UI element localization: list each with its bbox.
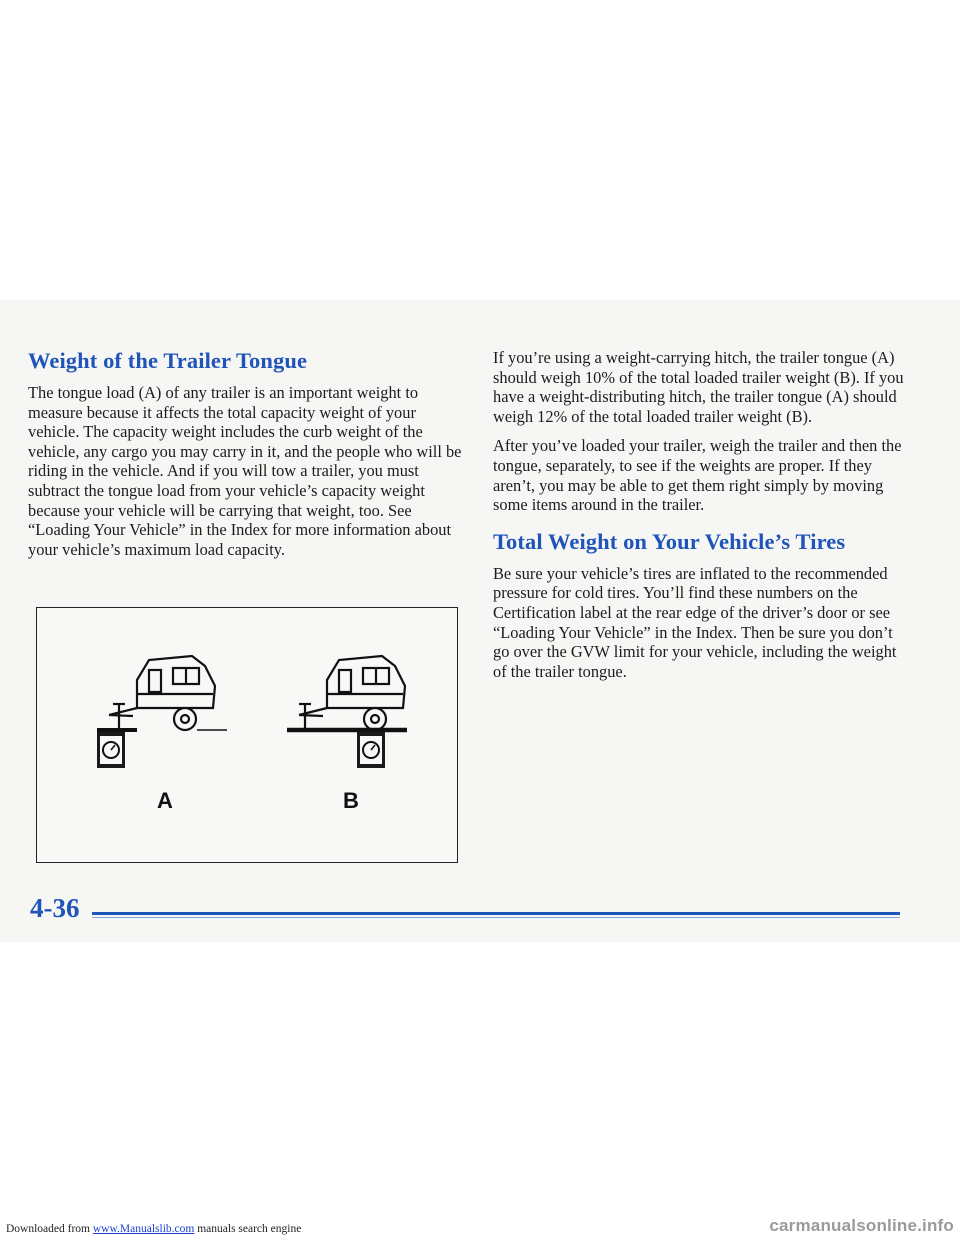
footer-rule — [92, 912, 900, 915]
heading-total-weight-tires: Total Weight on Your Vehicle’s Tires — [493, 528, 846, 554]
footer-rule-thin — [92, 917, 900, 918]
tongue-load-paragraph: The tongue load (A) of any trailer is an important weight to measure because it affects the total capacity weight of your vehicle. The capacity weight includes the curb weight of the vehicle, any cargo you may carry in it, and the people who will be riding in the vehicle. And if you will tow a trailer, you must subtract the tongue load from your vehicle’s capacity weight because your vehicle will be carrying that weight, too. See “Loading Your Vehicle” in the Index for more information about your vehicle’s maximum load capacity. — [28, 383, 462, 559]
heading-trailer-tongue-weight: Weight of the Trailer Tongue — [28, 348, 308, 373]
figure-label-a: A — [157, 788, 173, 813]
left-column — [28, 348, 468, 569]
figure-label-b: B — [343, 788, 359, 813]
page-number: 4-36 — [30, 893, 80, 923]
scale-b-drawing — [357, 732, 385, 768]
tire-pressure-paragraph: Be sure your vehicle’s tires are inflated to the recommended pressure for cold tires. You’ll find these numbers on the Certification label at the rear edge of the driver’s door or see “Loading Your Vehicle” in the Index. Then be sure you don’t go over the GVW limit for your vehicle, including the weight of the trailer tongue. — [493, 563, 897, 681]
trailer-b-drawing — [287, 656, 407, 730]
right-column — [493, 348, 913, 691]
carmanualsonline-watermark: carmanualsonline.info — [769, 1216, 954, 1235]
footer-prefix: Downloaded from — [6, 1223, 90, 1235]
scale-a-drawing — [97, 732, 125, 768]
trailer-a-drawing — [97, 656, 227, 730]
manualslib-link[interactable]: www.Manualslib.com — [92, 1223, 195, 1235]
tongue-weight-illustration — [36, 607, 458, 863]
trailer-scale-diagram — [37, 608, 457, 862]
weigh-trailer-paragraph: After you’ve loaded your trailer, weigh the trailer and then the tongue, separately, to see if the weights are proper. If they aren’t, you may be able to get them right simply by moving some items around in the trailer. — [493, 436, 902, 515]
footer-suffix: manuals search engine — [197, 1223, 302, 1235]
download-footer — [6, 1223, 301, 1235]
hitch-weight-paragraph: If you’re using a weight-carrying hitch, the trailer tongue (A) should weigh 10% of the total loaded trailer weight (B). If you have a weight-distributing hitch, the trailer tongue (A) should weigh 12% of the total loaded trailer weight (B). — [493, 348, 904, 426]
